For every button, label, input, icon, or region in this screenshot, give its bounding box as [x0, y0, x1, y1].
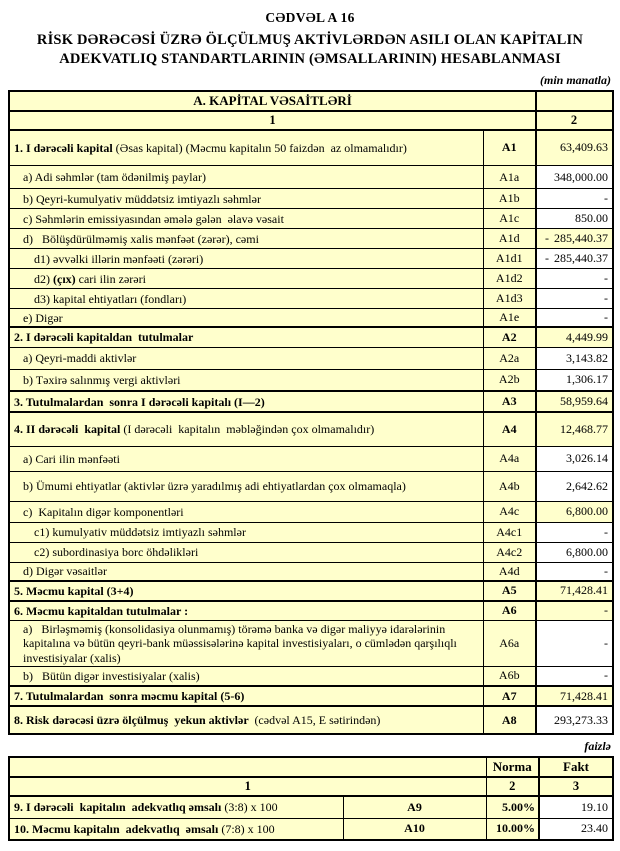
row-code: A4b — [483, 471, 536, 501]
row-code: A1b — [483, 189, 536, 209]
row-value: 293,273.33 — [536, 706, 613, 734]
column-number-cell: 1 — [9, 777, 486, 796]
row-value: 3,026.14 — [536, 446, 613, 471]
row-code: A7 — [483, 686, 536, 706]
label-segment: 10. Məcmu kapitalın adekvatlıq əmsalı — [14, 821, 219, 836]
row-value: - — [536, 562, 613, 581]
table-row — [9, 796, 613, 818]
row-value: 71,428.41 — [536, 686, 613, 706]
table-row — [9, 209, 613, 229]
label-segment: 6. Məcmu kapitaldan tutulmalar : — [14, 603, 189, 618]
row-code: A2 — [483, 327, 536, 347]
section-header-empty-cell — [536, 91, 613, 111]
row-code: A1c — [483, 209, 536, 229]
row-label — [9, 581, 483, 601]
label-segment: (3:8) x 100 — [221, 800, 278, 815]
row-label — [9, 269, 483, 289]
row-value: - — [536, 189, 613, 209]
table-row — [9, 471, 613, 501]
row-label — [9, 796, 343, 818]
label-segment: 8. Risk dərəcəsi üzrə ölçülmuş yekun aktivlər — [14, 713, 252, 728]
row-code: A4c2 — [483, 542, 536, 562]
row-code: A4 — [483, 412, 536, 446]
label-segment: b) Təxirə salınmış vergi aktivləri — [23, 372, 181, 387]
row-label — [9, 446, 483, 471]
row-code: A2b — [483, 369, 536, 391]
row-value: 71,428.41 — [536, 581, 613, 601]
document-title-line2: ADEKVATLIQ STANDARTLARININ (ƏMSALLARININ) HESABLANMASI — [59, 50, 561, 67]
column-number-cell: 2 — [486, 777, 539, 796]
row-value: - — [536, 289, 613, 309]
ratio-header-cell: Fakt — [539, 757, 613, 777]
row-label — [9, 369, 483, 391]
column-number-cell: 2 — [536, 111, 613, 130]
capital-table — [8, 90, 614, 735]
label-segment: c) Kapitalın digər komponentləri — [23, 504, 184, 519]
table-row — [9, 501, 613, 522]
row-value: 63,409.63 — [536, 130, 613, 166]
label-segment: (7:8) x 100 — [218, 821, 275, 836]
negative-value — [540, 231, 608, 246]
table-row — [9, 601, 613, 621]
ratio-header-row — [9, 757, 613, 777]
label-segment: a) Adi səhmlər (tam ödənilmiş paylar) — [23, 170, 206, 185]
row-value: - — [536, 666, 613, 686]
table-row — [9, 412, 613, 446]
table-row — [9, 666, 613, 686]
label-segment: c1) kumulyativ müddətsiz imtiyazlı səhmlər — [34, 525, 246, 540]
adequacy-ratio-table — [8, 756, 614, 841]
table-row — [9, 522, 613, 542]
row-label — [9, 327, 483, 347]
label-segment: 3. Tutulmalardan sonra I dərəcəli kapitalı (I—2) — [14, 394, 265, 409]
table-row — [9, 189, 613, 209]
label-segment: d) Digər vəsaitlər — [23, 564, 107, 579]
document-title-line1: RİSK DƏRƏCƏSİ ÜZRƏ ÖLÇÜLMUŞ AKTİVLƏRDƏN ASILI OLAN KAPİTALIN — [36, 32, 584, 48]
row-value: 6,800.00 — [536, 542, 613, 562]
row-value: 2,642.62 — [536, 471, 613, 501]
row-code: A1 — [483, 130, 536, 166]
row-label — [9, 601, 483, 621]
row-value: 348,000.00 — [536, 166, 613, 189]
row-label — [9, 666, 483, 686]
row-label — [9, 347, 483, 369]
label-segment: a) Birləşməmiş (konsolidasiya olunmamış) törəmə banka və digər maliyyə idarələrinin kapitalına və bütün qeyri-bank müəssisələrinə kapital investisiyaları, o cümlədən qarşılıqlı investisiyalar (xalis) — [23, 622, 460, 665]
table-row — [9, 446, 613, 471]
label-segment: d) Bölüşdürülməmiş xalis mənfəət (zərər), cəmi — [23, 231, 259, 246]
row-label — [9, 542, 483, 562]
table-row — [9, 542, 613, 562]
section-header-cell: A. KAPİTAL VƏSAİTLƏRİ — [9, 91, 536, 111]
row-code: A1e — [483, 309, 536, 328]
row-value-number: 285,440.37 — [554, 251, 609, 266]
table-number-heading: CƏDVƏL A 16 — [265, 10, 355, 25]
table-row — [9, 706, 613, 734]
row-norma-value: 10.00% — [486, 818, 539, 840]
minus-sign: - — [545, 231, 550, 246]
label-segment: 2. I dərəcəli kapitaldan tutulmalar — [14, 330, 194, 345]
row-code: A6b — [483, 666, 536, 686]
row-code: A5 — [483, 581, 536, 601]
table-row — [9, 581, 613, 601]
row-label — [9, 229, 483, 249]
row-value — [536, 229, 613, 249]
unit-note: (min manatla) — [539, 72, 611, 87]
row-value: - — [536, 269, 613, 289]
row-label — [9, 686, 483, 706]
row-value: - — [536, 621, 613, 666]
row-label — [9, 522, 483, 542]
row-label — [9, 501, 483, 522]
table-row — [9, 347, 613, 369]
table-row — [9, 229, 613, 249]
ratio-header-cell: Norma — [486, 757, 539, 777]
row-code: A10 — [343, 818, 486, 840]
table-row — [9, 391, 613, 412]
label-segment: 9. I dərəcəli kapitalın adekvatlıq əmsalı — [14, 800, 222, 815]
row-label — [9, 818, 343, 840]
label-segment: d3) kapital ehtiyatları (fondları) — [34, 291, 187, 306]
label-segment: d1) əvvəlki illərin mənfəəti (zərəri) — [34, 251, 204, 266]
row-code: A6a — [483, 621, 536, 666]
label-segment: d2) — [34, 271, 53, 286]
label-segment: b) Ümumi ehtiyatlar (aktivlər üzrə yaradılmış adi ehtiyatlardan çox olmamaqla) — [23, 479, 406, 494]
label-segment: 4. II dərəcəli kapital — [14, 422, 121, 437]
label-segment: 1. I dərəcəli kapital — [14, 140, 113, 155]
negative-value — [540, 251, 608, 266]
row-label — [9, 621, 483, 666]
row-code: A1d3 — [483, 289, 536, 309]
ratio-number-row — [9, 777, 613, 796]
row-value: 850.00 — [536, 209, 613, 229]
table-row — [9, 621, 613, 666]
row-label — [9, 249, 483, 269]
column-number-row — [9, 111, 613, 130]
label-segment: 5. Məcmu kapital (3+4) — [14, 583, 134, 598]
row-value: 1,306.17 — [536, 369, 613, 391]
row-value: 3,143.82 — [536, 347, 613, 369]
row-code: A1d1 — [483, 249, 536, 269]
table-row — [9, 309, 613, 328]
row-label — [9, 166, 483, 189]
row-value — [536, 249, 613, 269]
row-code: A4a — [483, 446, 536, 471]
row-value: 12,468.77 — [536, 412, 613, 446]
row-code: A4d — [483, 562, 536, 581]
label-segment: (çıx) — [53, 271, 76, 286]
table-row — [9, 269, 613, 289]
row-code: A1a — [483, 166, 536, 189]
row-code: A6 — [483, 601, 536, 621]
document-title — [8, 31, 612, 69]
row-code: A9 — [343, 796, 486, 818]
table-row — [9, 130, 613, 166]
row-label — [9, 130, 483, 166]
column-number-cell: 3 — [539, 777, 613, 796]
row-value: - — [536, 601, 613, 621]
row-value: - — [536, 522, 613, 542]
label-segment: c2) subordinasiya borc öhdəlikləri — [34, 545, 199, 560]
row-code: A1d — [483, 229, 536, 249]
row-label — [9, 562, 483, 581]
row-code: A1d2 — [483, 269, 536, 289]
row-code: A4c1 — [483, 522, 536, 542]
row-value: 6,800.00 — [536, 501, 613, 522]
row-label — [9, 209, 483, 229]
table-row — [9, 562, 613, 581]
table-row — [9, 369, 613, 391]
table-row — [9, 289, 613, 309]
percent-note: faizlə — [584, 739, 611, 754]
label-segment: b) Qeyri-kumulyativ müddətsiz imtiyazlı səhmlər — [23, 191, 261, 206]
row-fakt-value: 23.40 — [539, 818, 613, 840]
label-segment: (cədvəl A15, E sətirindən) — [251, 713, 381, 728]
row-label — [9, 412, 483, 446]
row-label — [9, 289, 483, 309]
minus-sign: - — [545, 251, 550, 266]
label-segment: (Əsas kapital) (Məcmu kapitalın 50 faizdən az olmamalıdır) — [112, 140, 407, 155]
table-row — [9, 327, 613, 347]
row-fakt-value: 19.10 — [539, 796, 613, 818]
row-code: A3 — [483, 391, 536, 412]
row-norma-value: 5.00% — [486, 796, 539, 818]
row-code: A8 — [483, 706, 536, 734]
row-value-number: 285,440.37 — [554, 231, 609, 246]
label-segment: 7. Tutulmalardan sonra məcmu kapital (5-6) — [14, 689, 245, 704]
row-code: A2a — [483, 347, 536, 369]
ratio-header-empty-cell — [9, 757, 486, 777]
row-label — [9, 309, 483, 328]
label-segment: (I dərəcəli kapitalın məbləğindən çox olmamalıdır) — [120, 422, 375, 437]
row-label — [9, 391, 483, 412]
row-label — [9, 706, 483, 734]
row-value: 58,959.64 — [536, 391, 613, 412]
label-segment: c) Səhmlərin emissiyasından əmələ gələn əlavə vəsait — [23, 211, 284, 226]
column-number-cell: 1 — [9, 111, 536, 130]
row-label — [9, 189, 483, 209]
section-header-row — [9, 91, 613, 111]
row-code: A4c — [483, 501, 536, 522]
label-segment: b) Bütün digər investisiyalar (xalis) — [23, 668, 200, 683]
label-segment: cari ilin zərəri — [75, 271, 146, 286]
row-value: - — [536, 309, 613, 328]
table-row — [9, 249, 613, 269]
label-segment: a) Qeyri-maddi aktivlər — [23, 351, 137, 366]
table-row — [9, 166, 613, 189]
label-segment: a) Cari ilin mənfəəti — [23, 451, 120, 466]
table-row — [9, 686, 613, 706]
row-label — [9, 471, 483, 501]
row-value: 4,449.99 — [536, 327, 613, 347]
table-row — [9, 818, 613, 840]
label-segment: e) Digər — [23, 310, 63, 325]
